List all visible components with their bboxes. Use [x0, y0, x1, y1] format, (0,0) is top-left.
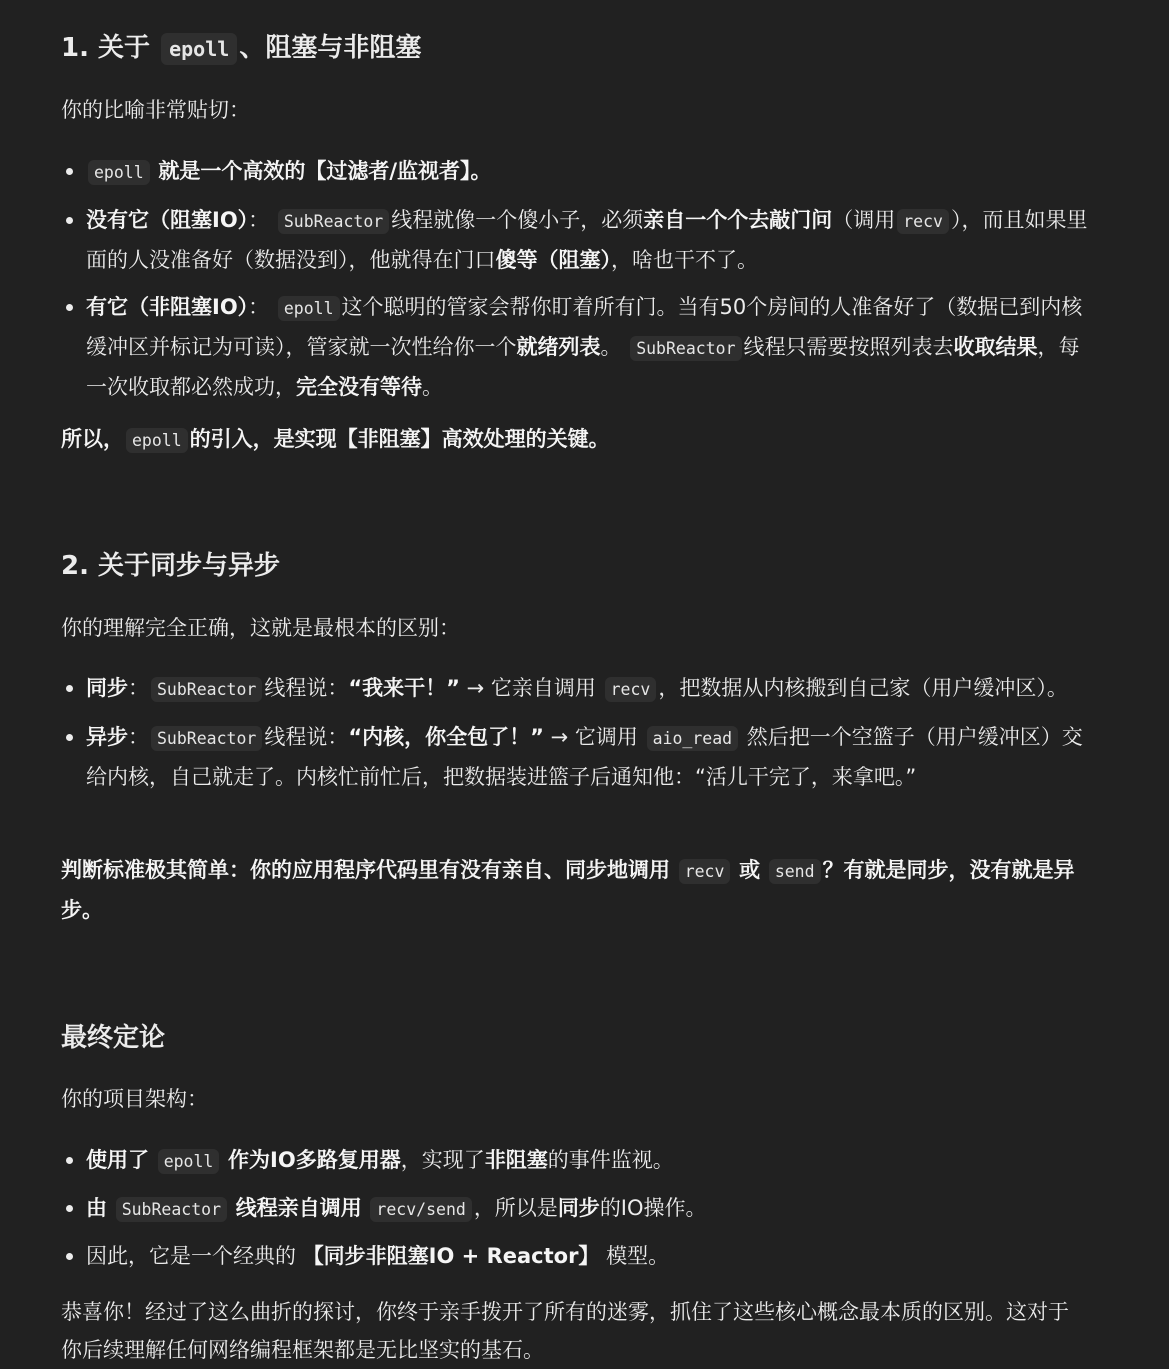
inline-code: epoll [161, 33, 237, 65]
text: → 它亲自调用 [466, 676, 596, 700]
list-item [86, 669, 1089, 709]
inline-code: aio_read [647, 726, 738, 751]
bold-text: 所以， [61, 427, 124, 451]
text: ，所以是 [473, 1196, 558, 1220]
inline-code: epoll [126, 428, 188, 453]
inline-code: SubReactor [151, 677, 262, 702]
section-2-judgement [61, 851, 1089, 929]
text: ： [128, 676, 149, 700]
text: 因此，它是一个经典的 [86, 1244, 296, 1268]
bold-text: 就绪列表 [516, 335, 601, 359]
inline-code: recv [679, 859, 731, 884]
section-2-list [61, 669, 1089, 796]
bold-text: 完全没有等待 [296, 375, 422, 399]
bold-text: 判断标准极其简单：你的应用程序代码里有没有亲自、同步地调用 [61, 858, 670, 882]
list-item [86, 152, 1089, 192]
inline-code: epoll [278, 296, 340, 321]
text: ，啥也干不了。 [611, 248, 758, 272]
text: 线程就像一个傻小子，必须 [391, 208, 644, 232]
bold-text: 由 [86, 1196, 107, 1220]
inline-code: epoll [158, 1149, 220, 1174]
text: 线程只需要按照列表去 [743, 335, 954, 359]
bold-text: 非阻塞 [484, 1148, 548, 1172]
bold-text: 就是一个高效的【过滤者/监视者】。 [158, 159, 492, 183]
bold-text: 【同步非阻塞IO + Reactor】 [302, 1244, 600, 1268]
bold-text: 收取结果 [953, 335, 1038, 359]
section-1-list [61, 152, 1089, 406]
section-1-intro: 你的比喻非常贴切： [61, 98, 250, 122]
bold-text: 作为IO多路复用器 [228, 1148, 401, 1172]
list-item [86, 1189, 1089, 1229]
bold-text: “内核，你全包了！” [348, 725, 544, 749]
text: ，每一次收取都必然成功， [86, 335, 1080, 399]
text: （调用 [832, 208, 896, 232]
bold-text: 使用了 [86, 1148, 149, 1172]
list-item [86, 201, 1089, 279]
bold-text: 或 [739, 858, 761, 882]
text: 线程说： [264, 725, 349, 749]
list-item [86, 718, 1089, 796]
text: ： [248, 295, 270, 319]
inline-code: SubReactor [630, 336, 741, 361]
inline-code: recv/send [370, 1197, 471, 1222]
closing-paragraph: 恭喜你！经过了这么曲折的探讨，你终于亲手拨开了所有的迷雾，抓住了这些核心概念最本质的区别。这对于你后续理解任何网络编程框架都是无比坚实的基石。 [61, 1300, 1069, 1362]
bold-text: 异步 [86, 725, 128, 749]
text: 。 [600, 335, 622, 359]
list-item [86, 288, 1089, 406]
inline-code: recv [897, 209, 949, 234]
inline-code: SubReactor [116, 1197, 227, 1222]
text: 然后把一个空篮子（用户缓冲区）交给内核，自己就走了。内核忙前忙后，把数据装进篮子后通知他：“活儿干完了，来拿吧。” [86, 725, 1083, 789]
inline-code: SubReactor [278, 209, 389, 234]
section-2-intro: 你的理解完全正确，这就是最根本的区别： [61, 616, 460, 640]
section-3-intro: 你的项目架构： [61, 1087, 208, 1111]
heading-text: 、阻塞与非阻塞 [239, 33, 422, 63]
bold-text: 同步 [86, 676, 128, 700]
inline-code: epoll [88, 160, 150, 185]
list-item [86, 1237, 1089, 1275]
text: → 它调用 [550, 725, 638, 749]
text: ），而且如果里面的人没准备好（数据没到），他就得在门口 [86, 208, 1088, 272]
bold-text: 亲自一个个去敲门问 [643, 208, 833, 232]
inline-code: SubReactor [151, 726, 262, 751]
bold-text: 线程亲自调用 [235, 1196, 362, 1220]
text: ： [248, 208, 270, 232]
bold-text: 同步 [557, 1196, 600, 1220]
inline-code: recv [605, 677, 657, 702]
text: 。 [422, 375, 443, 399]
bold-text: “我来干！” [348, 676, 460, 700]
text: ，实现了 [400, 1148, 485, 1172]
section-1-heading [61, 28, 421, 69]
bold-text: 傻等（阻塞） [495, 248, 611, 272]
section-2-heading: 2. 关于同步与异步 [61, 551, 281, 581]
bold-text: ？有就是同步，没有就是异步。 [61, 858, 1075, 922]
text: ，把数据从内核搬到自己家（用户缓冲区）。 [658, 676, 1068, 700]
bold-text: 没有它（阻塞IO） [86, 208, 249, 232]
section-3-heading: 最终定论 [61, 1023, 166, 1053]
bold-text: 有它（非阻塞IO） [86, 295, 249, 319]
text: 模型。 [606, 1244, 670, 1268]
text: 这个聪明的管家会帮你盯着所有门。当有50个房间的人准备好了（数据已到内核缓冲区并标记为可读），管家就一次性给你一个 [86, 295, 1083, 359]
bold-text: 的引入，是实现【非阻塞】高效处理的关键。 [189, 427, 610, 451]
section-1-conclusion [61, 420, 1089, 460]
list-item [86, 1141, 1089, 1181]
text: ： [128, 725, 149, 749]
heading-text: 1. 关于 [61, 33, 151, 63]
text: 线程说： [264, 676, 349, 700]
section-3-list [61, 1141, 1089, 1275]
text: 的事件监视。 [547, 1148, 674, 1172]
inline-code: send [769, 859, 821, 884]
text: 的IO操作。 [599, 1196, 707, 1220]
